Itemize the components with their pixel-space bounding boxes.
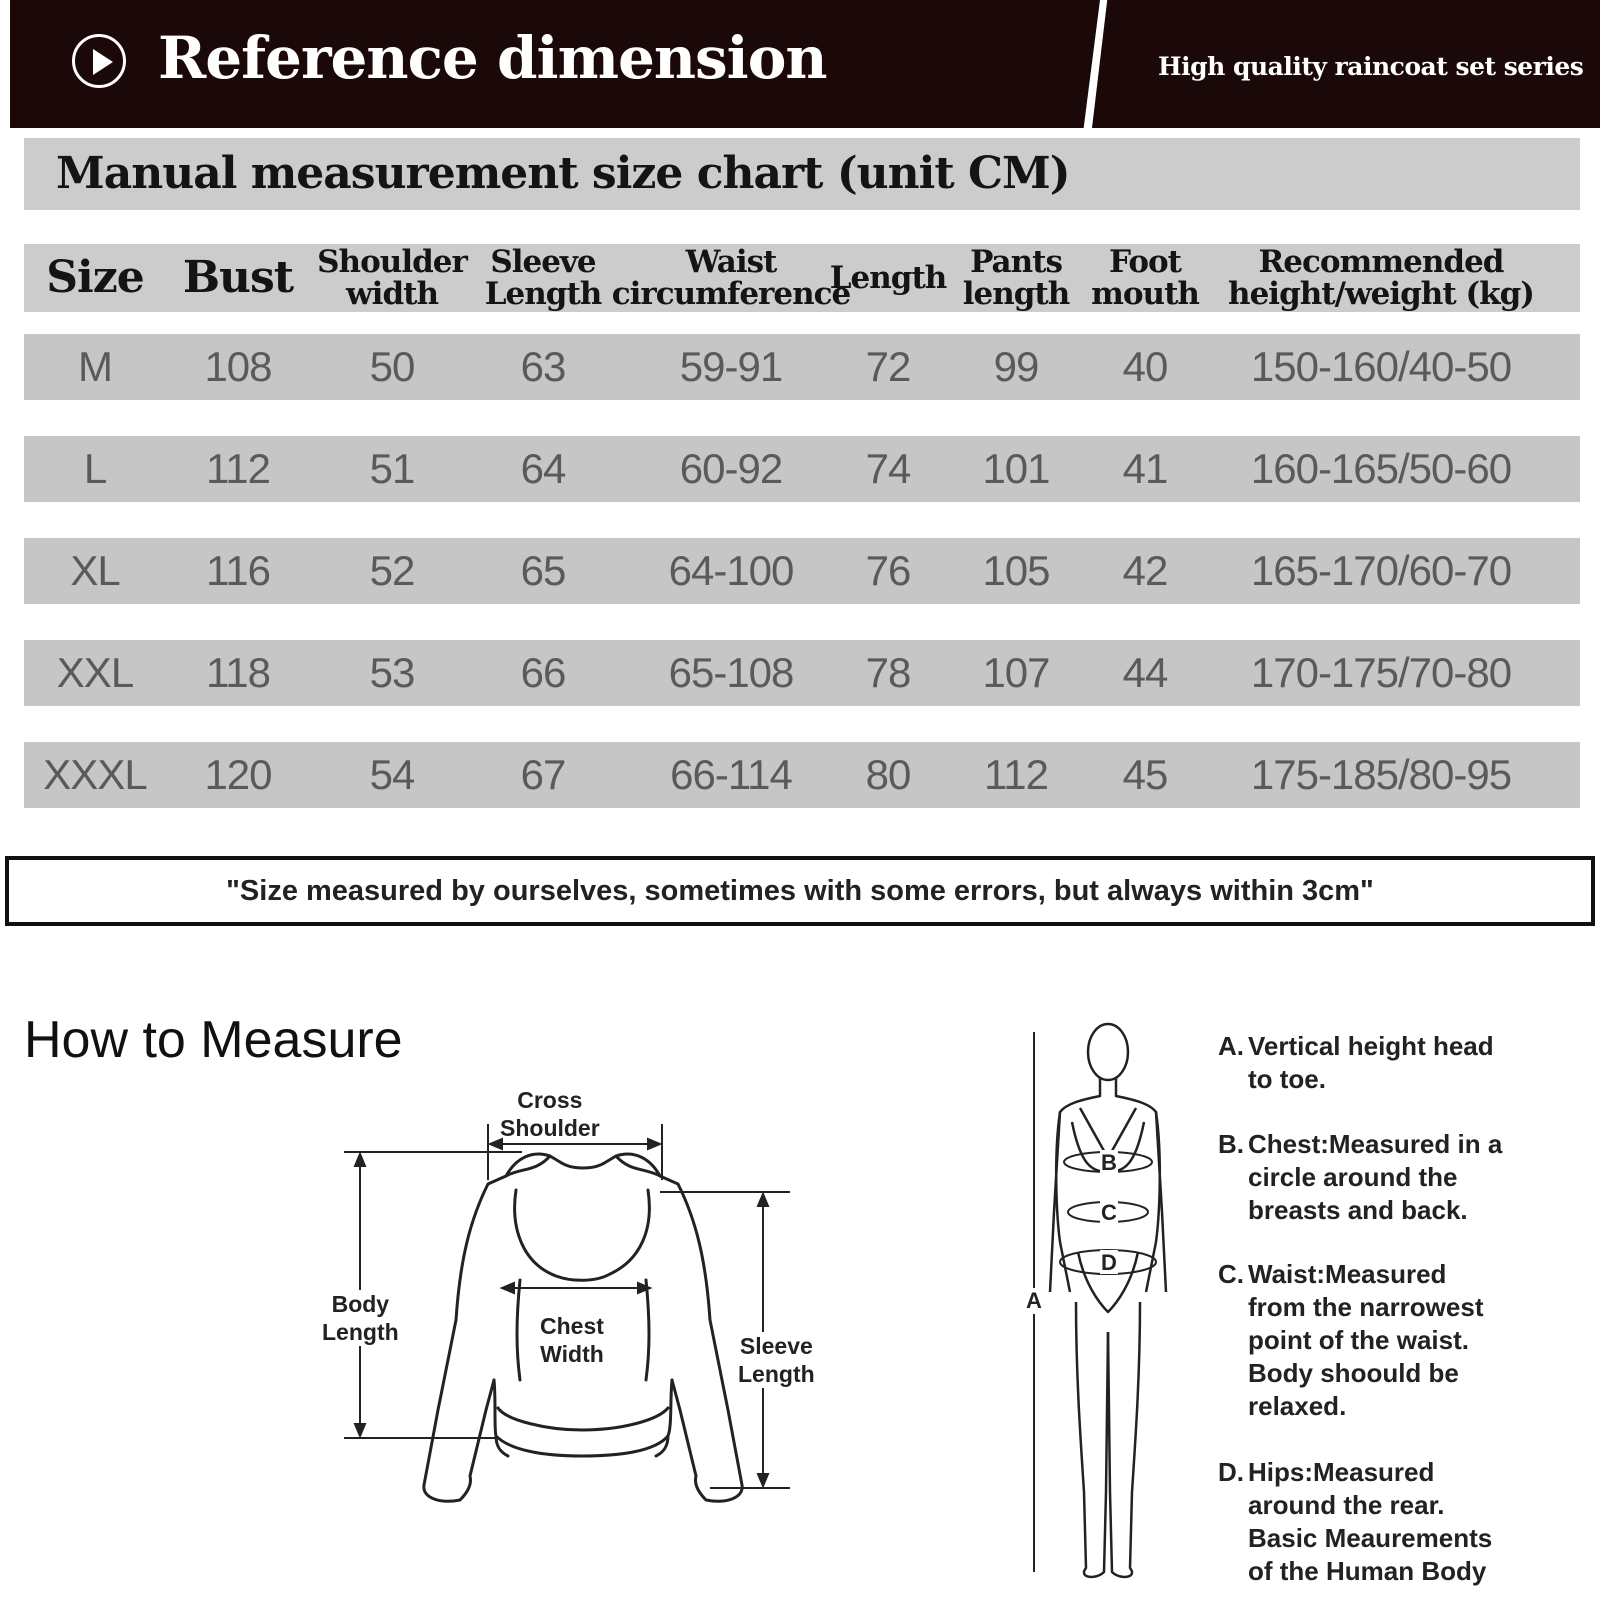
page-subtitle: High quality raincoat set series	[1158, 52, 1584, 81]
cell-pants-length: 101	[982, 445, 1050, 492]
table-row	[24, 334, 1580, 400]
cell-pants-length: 112	[984, 751, 1048, 798]
size-chart-title: Manual measurement size chart (unit CM)	[56, 148, 1070, 199]
table-row	[24, 742, 1580, 808]
measurement-note: "Size measured by ourselves, sometimes with some errors, but always within 3cm"	[5, 856, 1595, 926]
cell-foot-mouth: 40	[1122, 343, 1168, 390]
header-foot-mouth: Foot mouth	[1091, 244, 1199, 312]
header-recommended: Recommended height/weight (kg)	[1228, 244, 1534, 312]
cell-shoulder-width: 52	[369, 547, 415, 594]
cell-sleeve-length: 64	[520, 445, 566, 492]
cell-length: 76	[865, 547, 911, 594]
cell-bust: 108	[204, 343, 272, 390]
header-size: Size	[46, 252, 144, 303]
cell-pants-length: 105	[982, 547, 1050, 594]
cell-bust: 112	[206, 445, 270, 492]
cell-size: XXL	[56, 649, 134, 696]
cell-recommended: 160-165/50-60	[1250, 445, 1512, 492]
cell-sleeve-length: 67	[520, 751, 566, 798]
body-marker-d: D	[1101, 1250, 1117, 1275]
body-marker-b: B	[1101, 1150, 1117, 1175]
size-chart-title-band	[24, 138, 1580, 210]
legend-item-c: C. Waist:Measured from the narrowest point of the waist. Body shoould be relaxed.	[1218, 1259, 1484, 1421]
cell-foot-mouth: 41	[1122, 445, 1168, 492]
table-header-row	[24, 244, 1580, 312]
header-sleeve-length: Sleeve Length	[484, 244, 602, 312]
cell-waist: 64-100	[668, 547, 794, 594]
cell-shoulder-width: 50	[369, 343, 415, 390]
cell-bust: 116	[206, 547, 270, 594]
cell-recommended: 175-185/80-95	[1250, 751, 1512, 798]
cell-bust: 118	[206, 649, 270, 696]
cell-sleeve-length: 65	[520, 547, 566, 594]
how-to-measure-title: How to Measure	[24, 1011, 403, 1069]
cell-length: 80	[865, 751, 911, 798]
cell-size: XXXL	[43, 751, 147, 798]
page-title: Reference dimension	[158, 24, 827, 92]
cell-foot-mouth: 45	[1122, 751, 1168, 798]
cell-sleeve-length: 66	[520, 649, 566, 696]
header-waist-circumference: Waist circumference	[611, 244, 851, 312]
cross-shoulder-label: Cross Shoulder	[500, 1087, 600, 1141]
body-length-label: Body Length	[322, 1291, 399, 1345]
cell-waist: 66-114	[670, 751, 792, 798]
cell-recommended: 165-170/60-70	[1250, 547, 1512, 594]
header-length: Length	[829, 260, 947, 296]
header-bust: Bust	[182, 252, 294, 303]
cell-waist: 65-108	[668, 649, 794, 696]
size-chart-table	[24, 138, 1580, 830]
body-marker-a: A	[1026, 1288, 1042, 1313]
chest-width-label: Chest Width	[540, 1313, 604, 1367]
table-row	[24, 640, 1580, 706]
cell-recommended: 170-175/70-80	[1250, 649, 1512, 696]
cell-recommended: 150-160/40-50	[1250, 343, 1512, 390]
cell-size: XL	[70, 547, 120, 594]
legend-item-d: D. Hips:Measured around the rear. Basic Meaurements of the Human Body	[1218, 1457, 1493, 1586]
cell-waist: 59-91	[679, 343, 783, 390]
body-diagram	[1020, 1012, 1190, 1592]
body-marker-c: C	[1101, 1200, 1117, 1225]
cell-shoulder-width: 53	[369, 649, 415, 696]
sleeve-length-label: Sleeve Length	[738, 1333, 815, 1387]
cell-pants-length: 99	[993, 343, 1039, 390]
header-pants-length: Pants length	[962, 244, 1070, 312]
play-circle-icon	[72, 34, 126, 88]
cell-bust: 120	[204, 751, 272, 798]
cell-pants-length: 107	[982, 649, 1050, 696]
table-row	[24, 538, 1580, 604]
cell-size: M	[78, 343, 112, 390]
cell-length: 72	[865, 343, 911, 390]
cell-length: 74	[865, 445, 911, 492]
cell-foot-mouth: 44	[1122, 649, 1168, 696]
table-row	[24, 436, 1580, 502]
cell-shoulder-width: 51	[369, 445, 415, 492]
cell-waist: 60-92	[679, 445, 783, 492]
legend-item-a: A. Vertical height head to toe.	[1218, 1031, 1494, 1094]
cell-size: L	[83, 445, 107, 492]
header-shoulder-width: Shoulder width	[317, 244, 467, 312]
cell-length: 78	[865, 649, 911, 696]
cell-foot-mouth: 42	[1122, 547, 1168, 594]
legend-item-b: B. Chest:Measured in a circle around the breasts and back.	[1218, 1129, 1503, 1225]
cell-shoulder-width: 54	[369, 751, 415, 798]
cell-sleeve-length: 63	[520, 343, 566, 390]
